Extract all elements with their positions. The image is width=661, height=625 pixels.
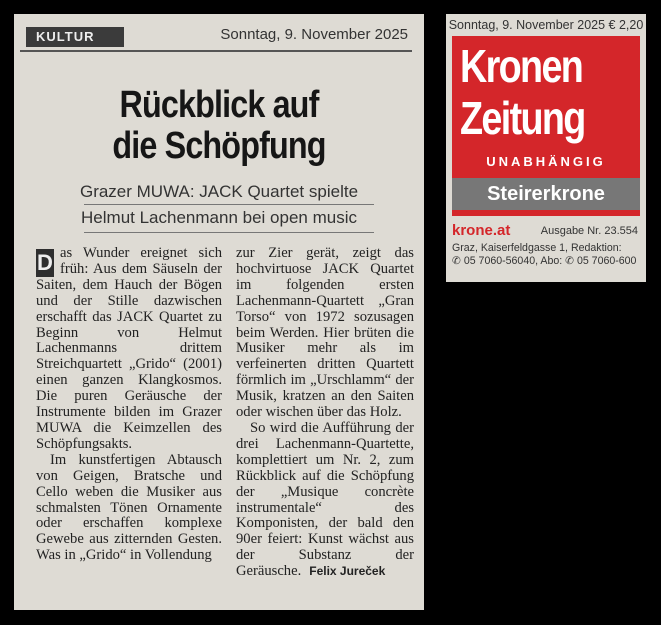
phone-line: ✆ 05 7060-56040, Abo: ✆ 05 7060-600 [452,255,637,267]
newspaper-masthead [446,14,646,282]
author-byline: Felix Jureček [309,564,386,579]
article-clipping [14,14,424,610]
tagline: UNABHÄNGIG [486,154,606,169]
subheadline-2: Helmut Lachenmann bei open music [81,208,357,227]
article-column-2 [236,246,414,580]
subheadline-divider [84,204,374,205]
masthead-date-price: Sonntag, 9. November 2025 € 2,20 [448,18,644,32]
website-link: krone.at [452,222,511,239]
section-tag: KULTUR [26,27,124,47]
paragraph-text: as Wunder ereignet sich früh: Aus dem Säuseln der Saiten, dem Hauch der Bögen und der Stille dazwischen erschafft das JACK Quartet zu Beginn von Helmut Lachenmanns drittem Streichquartett „Grido“ (2001) einen ganzen Klangkosmos. Die puren Geräusche der Instrumente bilden im Grazer MUWA die Keimzellen des Schöpfungsakts. [36,245,222,452]
subheadline-1: Grazer MUWA: JACK Quartet spielte [79,182,359,201]
editorial-address [452,242,636,268]
logo-zeitung: Zeitung [460,92,585,144]
article-column-1 [36,246,222,564]
article-date: Sonntag, 9. November 2025 [220,26,408,43]
headline-line-1: Rückblick auf [119,84,319,126]
logo-block [452,36,640,216]
paragraph: zur Zier gerät, zeigt das hochvirtuose JACK Quartet im folgenden ersten Lachenmann-Quartett „Gran Torso“ von 1972 sozusagen beim Werden. Hier brüten die Musiker mehr als im verfeinerten dritten Quartett förmlich im „Urschlamm“ der Musik, kratzen an den Saiten oder wischen über das Holz. [236,245,414,421]
subheadline-underline [84,232,374,233]
logo-kronen: Kronen [460,40,583,92]
paragraph-text: So wird die Aufführung der drei Lachenmann-Quartette, komplettiert um Nr. 2, zum Rückblick auf die Schöpfung der „Musique concrète instrumentale“ des Komponisten, der bald den 90er feiert: Kunst wächst aus der Substanz der Geräusche. [236,419,414,580]
address-line: Graz, Kaiserfeldgasse 1, Redaktion: [452,242,622,254]
paragraph [36,246,222,453]
paragraph: Im kunstfertigen Abtausch von Geigen, Bratsche und Cello weben die Musiker aus schmalsten Tönen Ornamente oder erschaffen komplexe Gewebe aus zitternden Gesten. Was in „Grido“ in Vollendung [36,451,222,564]
regional-edition: Steirerkrone [452,178,640,210]
issue-number: Ausgabe Nr. 23.554 [540,225,638,237]
section-header [20,24,412,52]
headline-line-2: die Schöpfung [112,125,326,167]
drop-cap: D [37,250,53,275]
paragraph [236,421,414,580]
